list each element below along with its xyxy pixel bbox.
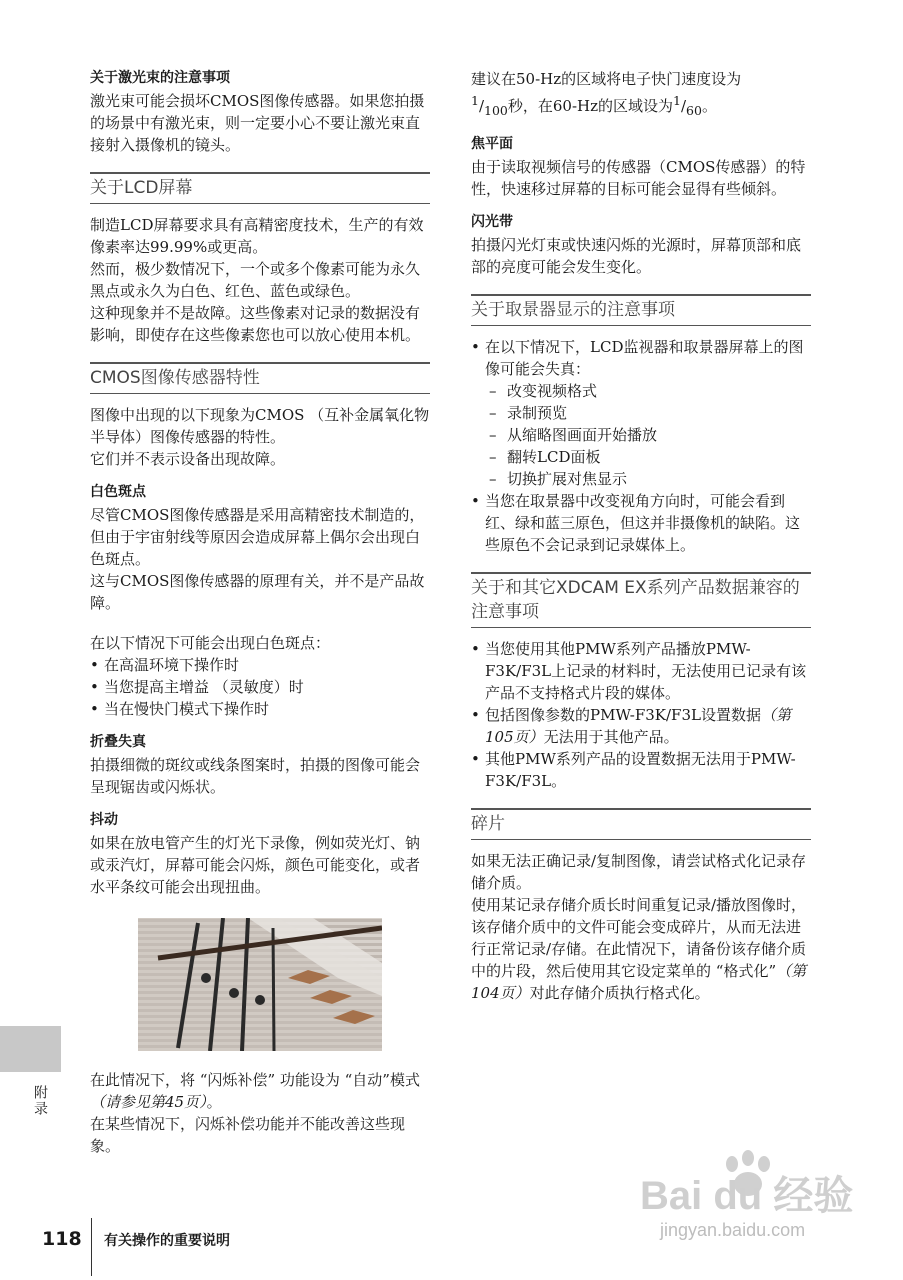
flash-band-text: 拍摄闪光灯束或快速闪烁的光源时，屏幕顶部和底部的亮度可能会发生变化。 [471, 236, 802, 276]
footer-section-title: 有关操作的重要说明 [104, 1233, 230, 1249]
aliasing-title: 折叠失真 [90, 734, 146, 750]
white-spot-paragraph-2: 这与CMOS图像传感器的原理有关，并不是产品故障。 [90, 572, 425, 612]
shutter-text: 建议在50-Hz的区域将电子快门速度设为 [471, 70, 742, 88]
fraction-denominator-100: 100 [484, 103, 508, 118]
shutter-paragraph: 建议在50-Hz的区域将电子快门速度设为 $^1/_{100}$秒，在60-Hz的区域设为$^1/_{60}$。 [471, 70, 742, 118]
flicker-setting-end: 。 [206, 1093, 222, 1111]
page-reference-105: （第105页） [485, 706, 791, 746]
fraction-numerator-1: 1 [471, 93, 479, 108]
right-column [471, 68, 811, 1004]
page-reference-45: （请参见第45页） [90, 1093, 207, 1111]
viewfinder-dash-item: – 改变视频格式 [471, 380, 811, 402]
shutter-text-end: 。 [701, 97, 717, 115]
flicker-setting-paragraph [90, 1069, 430, 1113]
cmos-heading: CMOS图像传感器特性 [90, 362, 430, 394]
viewfinder-heading: 关于取景器显示的注意事项 [471, 294, 811, 326]
fragmentation-text: 使用某记录存储介质长时间重复记录/播放图像时，该存储介质中的文件可能会变成碎片，从而无法进行正常记录/存储。在此情况下，请备份该存储介质中的片段，然后使用其它设定菜单的 “格式化” [471, 896, 807, 980]
compatibility-heading: 关于和其它XDCAM EX系列产品数据兼容的注意事项 [471, 572, 811, 628]
footer-divider [91, 1218, 92, 1276]
fragmentation-heading: 碎片 [471, 808, 811, 840]
flash-band-title: 闪光带 [471, 214, 513, 230]
compatibility-bullet-2 [471, 704, 811, 748]
viewfinder-dash-item: – 录制预览 [471, 402, 811, 424]
watermark-url: jingyan.baidu.com [660, 1220, 806, 1240]
fragmentation-paragraph-2 [471, 894, 811, 1004]
laser-text: 激光束可能会损坏CMOS图像传感器。如果您拍摄的场景中有激光束，则一定要小心不要让激光束直接射入摄像机的镜头。 [90, 92, 425, 154]
baidu-watermark [640, 1150, 880, 1260]
flicker-text: 如果在放电管产生的灯光下录像，例如荧光灯、钠或汞汽灯，屏幕可能会闪烁，颜色可能变化，或者水平条纹可能会出现扭曲。 [90, 834, 421, 896]
cmos-paragraph-2: 它们并不表示设备出现故障。 [90, 450, 286, 468]
lcd-paragraph-1: 制造LCD屏幕要求具有高精密度技术，生产的有效像素率达99.99%或更高。 [90, 216, 424, 256]
page-reference-104: （第104页） [471, 962, 807, 1002]
white-spot-paragraph-1: 尽管CMOS图像传感器是采用高精密技术制造的，但由于宇宙射线等原因会造成屏幕上偶尔会出现白色斑点。 [90, 506, 425, 568]
compatibility-bullet-1: • 当您使用其他PMW系列产品播放PMW-F3K/F3L上记录的材料时，无法使用已记录有该产品不支持格式片段的媒体。 [471, 638, 811, 704]
white-spot-bullet: • 当您提高主增益 （灵敏度）时 [90, 676, 430, 698]
watermark-logo: Bai du 经验 [640, 1174, 854, 1218]
lcd-paragraph-2: 然而，极少数情况下，一个或多个像素可能为永久黑点或永久为白色、红色、蓝色或绿色。 [90, 260, 421, 300]
fraction-denominator-60: 60 [686, 103, 702, 118]
focal-plane-text: 由于读取视频信号的传感器（CMOS传感器）的特性，快速移过屏幕的目标可能会显得有些倾斜。 [471, 158, 806, 198]
cmos-paragraph-1: 图像中出现的以下现象为CMOS （互补金属氧化物半导体）图像传感器的特性。 [90, 406, 430, 446]
focal-plane-title: 焦平面 [471, 136, 513, 152]
appendix-tab-marker [0, 1026, 61, 1072]
fragmentation-paragraph-1: 如果无法正确记录/复制图像，请尝试格式化记录存储介质。 [471, 852, 807, 892]
white-spot-bullet: • 当在慢快门模式下操作时 [90, 698, 430, 720]
lcd-paragraph-3: 这种现象并不是故障。这些像素对记录的数据没有影响，即使存在这些像素您也可以放心使用本机。 [90, 304, 421, 344]
viewfinder-bullet-1: • 在以下情况下，LCD监视器和取景器屏幕上的图像可能会失真： [471, 336, 811, 380]
staircase-flicker-photo [138, 918, 382, 1051]
white-spot-title: 白色斑点 [90, 484, 146, 500]
shutter-text-mid: 秒，在60-Hz的区域设为 [507, 97, 674, 115]
flicker-note-paragraph: 在某些情况下，闪烁补偿功能并不能改善这些现象。 [90, 1115, 406, 1155]
flicker-title: 抖动 [90, 812, 118, 828]
viewfinder-bullet-2: • 当您在取景器中改变视角方向时，可能会看到红、绿和蓝三原色，但这并非摄像机的缺陷。这些原色不会记录到记录媒体上。 [471, 490, 811, 556]
left-column [90, 68, 430, 1157]
compatibility-bullet-3: • 其他PMW系列产品的设置数据无法用于PMW-F3K/F3L。 [471, 748, 811, 792]
laser-title: 关于激光束的注意事项 [90, 70, 230, 86]
aliasing-text: 拍摄细微的斑纹或线条图案时，拍摄的图像可能会呈现锯齿或闪烁状。 [90, 756, 421, 796]
viewfinder-dash-item: – 翻转LCD面板 [471, 446, 811, 468]
compatibility-bullet-2-text: 包括图像参数的PMW-F3K/F3L设置数据 [485, 706, 761, 724]
page-number: 118 [42, 1228, 82, 1250]
viewfinder-dash-item: – 切换扩展对焦显示 [471, 468, 811, 490]
white-spot-bullet: • 在高温环境下操作时 [90, 654, 430, 676]
fragmentation-text-end: 对此存储介质执行格式化。 [529, 984, 710, 1002]
compatibility-bullet-2-end: 无法用于其他产品。 [543, 728, 679, 746]
appendix-side-label: 附录 [32, 1085, 48, 1117]
fraction-numerator-2: 1 [673, 93, 681, 108]
flicker-setting-text: 在此情况下，将 “闪烁补偿” 功能设为 “自动”模式 [90, 1071, 420, 1089]
lcd-heading: 关于LCD屏幕 [90, 172, 430, 204]
white-spot-paragraph-3: 在以下情况下可能会出现白色斑点： [90, 634, 331, 652]
viewfinder-dash-item: – 从缩略图画面开始播放 [471, 424, 811, 446]
